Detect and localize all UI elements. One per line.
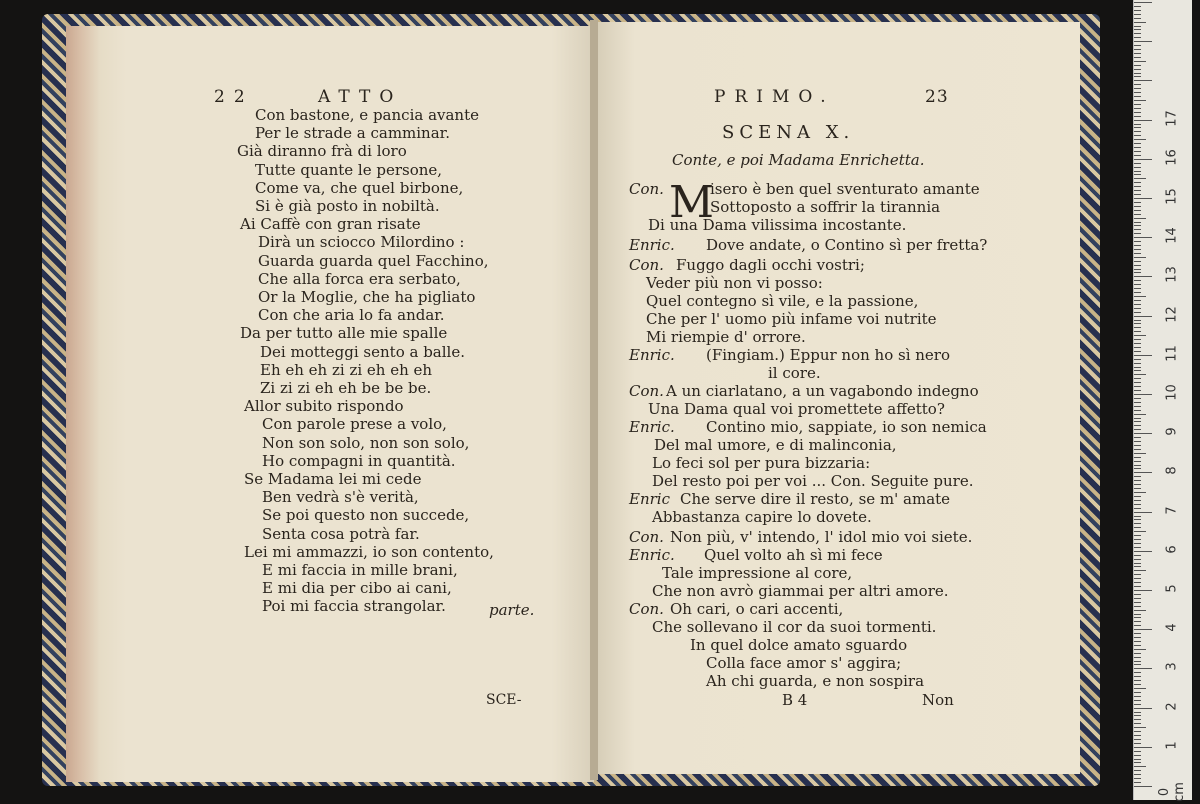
ruler-tick xyxy=(1134,147,1141,148)
dialogue-line: Mi riempie d' orrore. xyxy=(646,328,806,346)
verse-line: Senta cosa potrà far. xyxy=(262,524,420,543)
ruler-tick xyxy=(1134,398,1141,399)
dialogue-line: Contino mio, sappiate, io son nemica xyxy=(706,418,987,436)
ruler-tick xyxy=(1134,574,1141,575)
ruler-tick xyxy=(1134,433,1152,434)
speaker-label: Con. xyxy=(629,180,664,198)
ruler-tick xyxy=(1134,602,1141,603)
ruler-tick xyxy=(1134,715,1141,716)
dialogue-line: Che sollevano il cor da suoi tormenti. xyxy=(652,618,937,636)
ruler-tick xyxy=(1134,390,1141,391)
ruler-tick xyxy=(1134,241,1141,242)
ruler-tick xyxy=(1134,484,1141,485)
dialogue-line: Oh cari, o cari accenti, xyxy=(670,600,844,618)
ruler-tick xyxy=(1134,762,1141,763)
ruler-tick xyxy=(1134,276,1152,277)
speaker-label: Enric xyxy=(629,490,670,508)
ruler-tick xyxy=(1134,69,1141,70)
ruler-tick xyxy=(1134,327,1141,328)
dialogue-line: Di una Dama vilissima incostante. xyxy=(648,216,907,234)
verse-line: Che alla forca era serbato, xyxy=(258,269,461,288)
ruler-tick xyxy=(1134,80,1152,81)
ruler-tick xyxy=(1134,206,1141,207)
scene-subtitle: Conte, e poi Madama Enrichetta. xyxy=(672,151,925,169)
ruler-tick xyxy=(1134,421,1141,422)
ruler-number: 3 xyxy=(1164,662,1180,672)
verse-line: Ho compagni in quantità. xyxy=(262,451,456,470)
ruler-tick xyxy=(1134,782,1141,783)
ruler-tick xyxy=(1134,633,1141,634)
ruler-tick xyxy=(1134,198,1152,199)
verse-line: Ai Caffè con gran risate xyxy=(240,215,421,234)
ruler-tick xyxy=(1134,253,1141,254)
ruler-tick xyxy=(1134,676,1141,677)
speaker-label: Enric. xyxy=(629,546,675,564)
ruler-number: 4 xyxy=(1164,623,1180,632)
ruler-tick xyxy=(1134,476,1141,477)
ruler-tick xyxy=(1134,766,1146,767)
ruler-tick xyxy=(1134,178,1146,179)
ruler-number: 0 cm xyxy=(1157,782,1187,802)
ruler-number: 16 xyxy=(1164,149,1180,166)
ruler-tick xyxy=(1134,539,1141,540)
verse-line: Ben vedrà s'è verità, xyxy=(262,488,419,507)
ruler-tick xyxy=(1134,555,1141,556)
ruler-number: 1 xyxy=(1164,741,1180,750)
ruler-tick xyxy=(1134,566,1141,567)
ruler-tick xyxy=(1134,668,1152,669)
verse-line: Per le strade a camminar. xyxy=(255,124,450,143)
ruler-number: 13 xyxy=(1164,266,1180,284)
ruler-tick xyxy=(1134,661,1141,662)
ruler-tick xyxy=(1134,629,1152,630)
ruler-tick xyxy=(1134,14,1141,15)
dialogue-line: isero è ben quel sventurato amante xyxy=(710,180,980,198)
ruler-tick xyxy=(1134,88,1141,89)
ruler-tick xyxy=(1134,535,1141,536)
ruler-tick xyxy=(1134,774,1141,775)
ruler-tick xyxy=(1134,449,1141,450)
ruler-tick xyxy=(1134,296,1146,297)
ruler-tick xyxy=(1134,284,1141,285)
ruler-tick xyxy=(1134,418,1141,419)
ruler-tick xyxy=(1134,225,1141,226)
dialogue-line: Fuggo dagli occhi vostri; xyxy=(676,256,865,274)
ruler-number: 6 xyxy=(1164,545,1180,554)
ruler-tick xyxy=(1134,22,1146,23)
verse-line: Se Madama lei mi cede xyxy=(244,470,422,488)
left-page-header: ATTO xyxy=(318,87,403,107)
ruler-tick xyxy=(1134,237,1152,238)
ruler-tick xyxy=(1134,174,1141,175)
ruler-tick xyxy=(1134,214,1141,215)
ruler-tick xyxy=(1134,614,1141,615)
verse-line: Dirà un sciocco Milordino : xyxy=(258,233,465,252)
ruler-tick xyxy=(1134,65,1141,66)
ruler-tick xyxy=(1134,171,1141,172)
ruler-tick xyxy=(1134,492,1146,493)
ruler-tick xyxy=(1134,700,1141,701)
ruler-tick xyxy=(1134,280,1141,281)
ruler-tick xyxy=(1134,563,1141,564)
left-page-number: 22 xyxy=(214,87,254,107)
ruler-tick xyxy=(1134,29,1141,30)
ruler-tick xyxy=(1134,182,1141,183)
drop-cap: M xyxy=(669,177,715,228)
verse-line: Se poi questo non succede, xyxy=(262,506,470,525)
ruler-tick xyxy=(1134,323,1141,324)
verse-line: Lei mi ammazzi, io son contento, xyxy=(244,542,494,561)
ruler-tick xyxy=(1134,292,1141,293)
ruler-tick xyxy=(1134,367,1141,368)
ruler-tick xyxy=(1134,598,1141,599)
ruler-tick xyxy=(1134,551,1152,552)
verse-line: Con parole prese a volo, xyxy=(262,415,447,434)
ruler-tick xyxy=(1134,582,1141,583)
dialogue-line: (Fingiam.) Eppur non ho sì nero xyxy=(706,346,951,364)
ruler-tick xyxy=(1134,759,1141,760)
ruler-number: 17 xyxy=(1164,109,1180,127)
ruler-tick xyxy=(1134,218,1146,219)
ruler-tick xyxy=(1134,18,1141,19)
ruler-number: 11 xyxy=(1164,345,1180,362)
ruler-tick xyxy=(1134,222,1141,223)
ruler-tick xyxy=(1134,359,1141,360)
ruler-tick xyxy=(1134,304,1141,305)
verse-line: Allor subito rispondo xyxy=(244,397,404,416)
ruler-tick xyxy=(1134,378,1141,379)
ruler-tick xyxy=(1134,406,1141,407)
verse-line: Si è già posto in nobiltà. xyxy=(255,197,440,215)
ruler-tick xyxy=(1134,516,1141,517)
ruler-tick xyxy=(1134,559,1141,560)
ruler-tick xyxy=(1134,512,1152,513)
ruler-tick xyxy=(1134,621,1141,622)
ruler-tick xyxy=(1134,461,1141,462)
ruler-tick xyxy=(1134,696,1141,697)
ruler-tick xyxy=(1134,586,1141,587)
ruler-tick xyxy=(1134,96,1141,97)
ruler-tick xyxy=(1134,649,1146,650)
ruler-tick xyxy=(1134,124,1141,125)
dialogue-line: Del resto poi per voi ... Con. Seguite pure. xyxy=(652,472,974,490)
ruler-tick xyxy=(1134,272,1141,273)
ruler-number: 10 xyxy=(1164,384,1180,401)
ruler-tick xyxy=(1134,112,1141,113)
ruler-tick xyxy=(1134,120,1152,121)
ruler-tick xyxy=(1134,300,1141,301)
ruler-tick xyxy=(1134,45,1141,46)
ruler-number: 9 xyxy=(1164,427,1180,436)
ruler-tick xyxy=(1134,312,1141,313)
verse-line: E mi faccia in mille brani, xyxy=(262,561,458,579)
ruler-tick xyxy=(1134,704,1141,705)
ruler-tick xyxy=(1134,26,1141,27)
left-catchword: SCE- xyxy=(486,692,522,708)
dialogue-line: Non più, v' intendo, l' idol mio voi siete. xyxy=(670,528,973,546)
ruler-tick xyxy=(1134,320,1141,321)
ruler-tick xyxy=(1134,527,1141,528)
ruler-tick xyxy=(1134,155,1141,156)
dialogue-line: Abbastanza capire lo dovete. xyxy=(652,508,872,526)
speaker-label: Con. xyxy=(629,256,664,274)
ruler-tick xyxy=(1134,382,1141,383)
ruler-tick xyxy=(1134,159,1152,160)
ruler-tick xyxy=(1134,335,1146,336)
ruler-tick xyxy=(1134,672,1141,673)
right-page-number: 23 xyxy=(925,87,949,107)
ruler-tick xyxy=(1134,723,1141,724)
ruler-tick xyxy=(1134,245,1141,246)
ruler-tick xyxy=(1134,578,1141,579)
speaker-label: Enric. xyxy=(629,236,675,254)
ruler-tick xyxy=(1134,41,1152,42)
ruler-tick xyxy=(1134,645,1141,646)
ruler-tick xyxy=(1134,625,1141,626)
ruler-tick xyxy=(1134,202,1141,203)
ruler-tick xyxy=(1134,316,1152,317)
ruler-tick xyxy=(1134,712,1141,713)
dialogue-line: In quel dolce amato sguardo xyxy=(690,636,908,654)
signature-mark: B 4 xyxy=(782,691,808,709)
ruler-tick xyxy=(1134,2,1152,3)
ruler-tick xyxy=(1134,719,1141,720)
ruler-tick xyxy=(1134,425,1141,426)
dialogue-line: A un ciarlatano, a un vagabondo indegno xyxy=(666,382,979,400)
ruler-tick xyxy=(1134,261,1141,262)
ruler-tick xyxy=(1134,770,1141,771)
dialogue-line: Tale impressione al core, xyxy=(662,564,853,582)
ruler-tick xyxy=(1134,257,1146,258)
ruler-tick xyxy=(1134,500,1141,501)
ruler-number: 8 xyxy=(1164,466,1180,476)
ruler-tick xyxy=(1134,394,1152,395)
ruler-tick xyxy=(1134,480,1141,481)
ruler-tick xyxy=(1134,143,1141,144)
dialogue-line: Che serve dire il resto, se m' amate xyxy=(680,490,951,508)
ruler-tick xyxy=(1134,343,1141,344)
ruler-number: 12 xyxy=(1164,305,1180,323)
ruler-tick xyxy=(1134,76,1141,77)
ruler-tick xyxy=(1134,229,1141,230)
ruler-tick xyxy=(1134,523,1141,524)
ruler-tick xyxy=(1134,445,1141,446)
ruler-tick xyxy=(1134,135,1141,136)
ruler-tick xyxy=(1134,735,1141,736)
verse-line: Con bastone, e pancia avante xyxy=(255,106,479,124)
ruler-tick xyxy=(1134,233,1141,234)
ruler-tick xyxy=(1134,496,1141,497)
exit-note: parte. xyxy=(489,601,535,619)
ruler-tick xyxy=(1134,664,1141,665)
ruler-tick xyxy=(1134,739,1141,740)
ruler-tick xyxy=(1134,617,1141,618)
verse-line: Da per tutto alle mie spalle xyxy=(240,324,448,343)
dialogue-line: Colla face amor s' aggira; xyxy=(706,654,902,672)
ruler-tick xyxy=(1134,778,1141,779)
ruler-tick xyxy=(1134,57,1141,58)
ruler-tick xyxy=(1134,786,1152,787)
ruler-tick xyxy=(1134,594,1141,595)
ruler-tick xyxy=(1134,116,1141,117)
ruler-tick xyxy=(1134,402,1141,403)
ruler-tick xyxy=(1134,288,1141,289)
ruler-number: 5 xyxy=(1164,584,1180,593)
ruler-tick xyxy=(1134,386,1141,387)
ruler-tick xyxy=(1134,347,1141,348)
right-page-header: PRIMO. xyxy=(714,87,835,107)
ruler-tick xyxy=(1134,6,1141,7)
dialogue-line: Che per l' uomo più infame voi nutrite xyxy=(646,310,937,328)
ruler-tick xyxy=(1134,472,1152,473)
ruler-tick xyxy=(1134,441,1141,442)
dialogue-line: Del mal umore, e di malinconia, xyxy=(654,436,897,454)
ruler-tick xyxy=(1134,688,1146,689)
ruler-tick xyxy=(1134,370,1141,371)
ruler-number: 14 xyxy=(1164,227,1180,244)
ruler-tick xyxy=(1134,653,1141,654)
ruler-tick xyxy=(1134,410,1141,411)
ruler-tick xyxy=(1134,355,1152,356)
ruler-number: 2 xyxy=(1164,701,1180,711)
ruler-tick xyxy=(1134,610,1146,611)
ruler-tick xyxy=(1134,727,1146,728)
verse-line: Con che aria lo fa andar. xyxy=(258,306,445,325)
ruler-tick xyxy=(1134,53,1141,54)
verse-line: Non son solo, non son solo, xyxy=(262,433,470,452)
dialogue-line: Quel contegno sì vile, e la passione, xyxy=(646,292,919,310)
ruler-tick xyxy=(1134,731,1141,732)
dialogue-line: Una Dama qual voi promettete affetto? xyxy=(648,400,945,418)
ruler-tick xyxy=(1134,684,1141,685)
ruler-tick xyxy=(1134,637,1141,638)
ruler-tick xyxy=(1134,429,1141,430)
ruler-tick xyxy=(1134,269,1141,270)
ruler-tick xyxy=(1134,543,1141,544)
ruler-tick xyxy=(1134,504,1141,505)
ruler-tick xyxy=(1134,590,1152,591)
ruler-tick xyxy=(1134,641,1141,642)
book-gutter xyxy=(590,20,598,780)
ruler-tick xyxy=(1134,657,1141,658)
ruler-tick xyxy=(1134,308,1141,309)
ruler-tick xyxy=(1134,708,1152,709)
speaker-label: Con. xyxy=(629,528,664,546)
verse-line: Come va, che quel birbone, xyxy=(255,178,464,197)
verse-line: Tutte quante le persone, xyxy=(255,160,443,179)
ruler-tick xyxy=(1134,755,1141,756)
ruler-number: 7 xyxy=(1164,505,1180,515)
ruler-tick xyxy=(1134,163,1141,164)
ruler-tick xyxy=(1134,339,1141,340)
ruler-tick xyxy=(1134,743,1141,744)
ruler-tick xyxy=(1134,61,1146,62)
dialogue-line: Lo feci sol per pura bizzaria: xyxy=(652,454,871,472)
ruler-tick xyxy=(1134,194,1141,195)
ruler-tick xyxy=(1134,465,1141,466)
ruler-tick xyxy=(1134,351,1141,352)
scene-title: SCENA X. xyxy=(722,122,855,143)
ruler-tick xyxy=(1134,210,1141,211)
speaker-label: Con. xyxy=(629,600,664,618)
ruler-tick xyxy=(1134,488,1141,489)
verse-line: Eh eh eh zi zi eh eh eh xyxy=(260,360,433,379)
ruler-tick xyxy=(1134,100,1146,101)
ruler-tick xyxy=(1134,73,1141,74)
speaker-label: Enric. xyxy=(629,346,675,364)
verse-line: Or la Moglie, che ha pigliato xyxy=(258,288,476,306)
ruler-tick xyxy=(1134,131,1141,132)
dialogue-line: il core. xyxy=(768,364,821,382)
ruler-tick xyxy=(1134,570,1146,571)
ruler-tick xyxy=(1134,331,1141,332)
speaker-label: Con. xyxy=(629,382,664,400)
ruler-tick xyxy=(1134,190,1141,191)
dialogue-line: Veder più non vi posso: xyxy=(646,274,823,292)
ruler-tick xyxy=(1134,453,1146,454)
ruler-tick xyxy=(1134,692,1141,693)
ruler-tick xyxy=(1134,33,1141,34)
verse-line: E mi dia per cibo ai cani, xyxy=(262,579,452,598)
ruler-tick xyxy=(1134,414,1146,415)
ruler-tick xyxy=(1134,519,1141,520)
ruler-tick xyxy=(1134,437,1141,438)
ruler-tick xyxy=(1134,468,1141,469)
ruler-tick xyxy=(1134,747,1152,748)
verse-line: Dei motteggi sento a balle. xyxy=(260,342,465,361)
speaker-label: Enric. xyxy=(629,418,675,436)
ruler-tick xyxy=(1134,531,1146,532)
ruler-tick xyxy=(1134,606,1141,607)
dialogue-line: Ah chi guarda, e non sospira xyxy=(706,672,925,690)
verse-line: Zi zi zi eh eh be be be. xyxy=(260,379,432,397)
ruler-tick xyxy=(1134,108,1141,109)
ruler-tick xyxy=(1134,374,1146,375)
ruler-tick xyxy=(1134,92,1141,93)
ruler-tick xyxy=(1134,10,1141,11)
ruler-tick xyxy=(1134,127,1141,128)
ruler-tick xyxy=(1134,680,1141,681)
verse-line: Poi mi faccia strangolar. xyxy=(262,597,446,616)
ruler-tick xyxy=(1134,49,1141,50)
measuring-ruler xyxy=(1133,0,1192,800)
dialogue-line: Quel volto ah sì mi fece xyxy=(704,546,883,564)
dialogue-line: Dove andate, o Contino sì per fretta? xyxy=(706,236,988,254)
dialogue-line: Sottoposto a soffrir la tirannia xyxy=(710,198,941,216)
ruler-tick xyxy=(1134,508,1141,509)
ruler-tick xyxy=(1134,167,1141,168)
ruler-tick xyxy=(1134,104,1141,105)
verse-line: Guarda guarda quel Facchino, xyxy=(258,251,489,270)
ruler-tick xyxy=(1134,249,1141,250)
ruler-tick xyxy=(1134,751,1141,752)
ruler-tick xyxy=(1134,37,1141,38)
ruler-tick xyxy=(1134,84,1141,85)
right-catchword: Non xyxy=(922,691,954,709)
ruler-tick xyxy=(1134,265,1141,266)
ruler-tick xyxy=(1134,547,1141,548)
ruler-tick xyxy=(1134,151,1141,152)
ruler-tick xyxy=(1134,363,1141,364)
ruler-tick xyxy=(1134,457,1141,458)
ruler-tick xyxy=(1134,186,1141,187)
ruler-tick xyxy=(1134,139,1146,140)
dialogue-line: Che non avrò giammai per altri amore. xyxy=(652,582,949,600)
ruler-number: 15 xyxy=(1164,188,1180,205)
verse-line: Già diranno frà di loro xyxy=(237,142,407,161)
